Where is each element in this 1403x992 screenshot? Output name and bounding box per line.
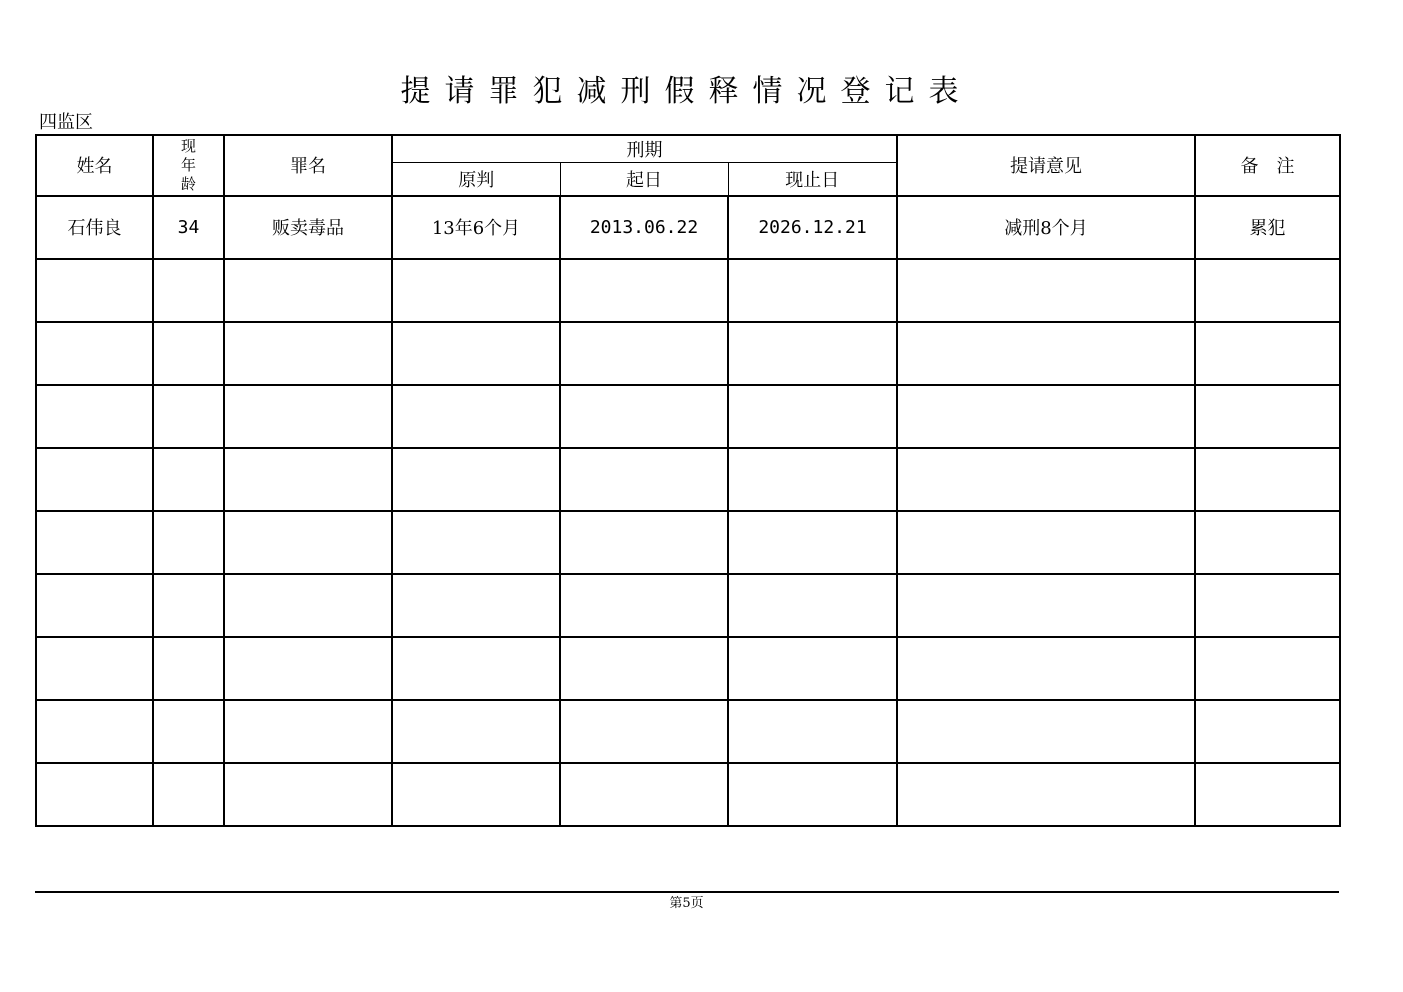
- table-row: [36, 196, 1340, 259]
- header-age-label: 现年龄: [180, 136, 196, 193]
- cell-age: 34: [153, 196, 224, 259]
- header-age: [153, 135, 224, 196]
- cell-original-sentence: 13年6个月: [392, 196, 560, 259]
- cell-remarks: 累犯: [1195, 196, 1340, 259]
- table-row-empty: [36, 637, 1340, 700]
- cell-name: 石伟良: [36, 196, 153, 259]
- cell-start-date: 2013.06.22: [560, 196, 728, 259]
- header-original-sentence: 原判: [392, 163, 560, 196]
- header-name: 姓名: [36, 135, 153, 196]
- table-row-empty: [36, 448, 1340, 511]
- header-remarks: 备 注: [1195, 135, 1340, 196]
- table-row-empty: [36, 259, 1340, 322]
- cell-crime: 贩卖毒品: [224, 196, 392, 259]
- register-table: [35, 134, 1341, 827]
- header-end-date: 现止日: [728, 163, 897, 196]
- header-sentence-group: 刑期: [392, 135, 897, 163]
- page-number: 第5页: [669, 896, 704, 911]
- document-title: 提请罪犯减刑假释情况登记表: [400, 74, 973, 109]
- table-row-empty: [36, 511, 1340, 574]
- table-row-empty: [36, 322, 1340, 385]
- table-row-empty: [36, 574, 1340, 637]
- footer-divider: [35, 891, 1339, 893]
- header-crime: 罪名: [224, 135, 392, 196]
- cell-end-date: 2026.12.21: [728, 196, 897, 259]
- table-row-empty: [36, 385, 1340, 448]
- cell-opinion: 减刑8个月: [897, 196, 1195, 259]
- header-opinion: 提请意见: [897, 135, 1195, 196]
- table-row-empty: [36, 763, 1340, 826]
- table-row-empty: [36, 700, 1340, 763]
- district-label: 四监区: [39, 112, 93, 133]
- header-start-date: 起日: [560, 163, 728, 196]
